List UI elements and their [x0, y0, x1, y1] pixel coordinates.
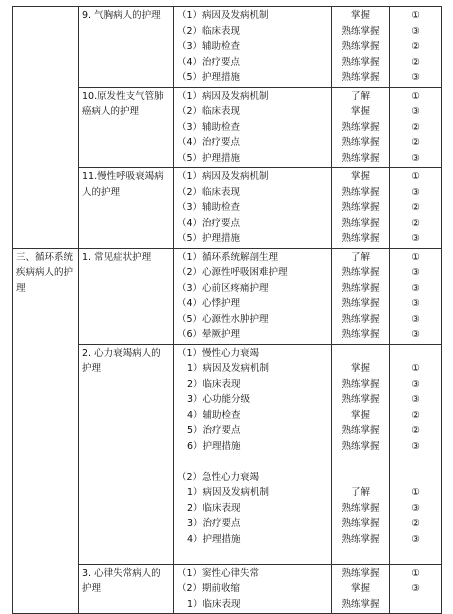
- requirement-text: 掌握: [350, 409, 370, 421]
- level-text: ③: [411, 502, 420, 514]
- requirement-cell: [332, 344, 390, 564]
- level-text: ③: [411, 378, 420, 390]
- element-text: 2）临床表现: [187, 502, 241, 514]
- level-text: [393, 597, 438, 613]
- element-cell: [174, 564, 332, 614]
- requirement-text: 熟练掌握: [341, 394, 380, 405]
- element-text: （4）治疗要点: [177, 56, 241, 68]
- level-text: ③: [411, 440, 420, 452]
- requirement-text: 熟练掌握: [341, 137, 380, 148]
- requirement-text: 熟练掌握: [341, 298, 380, 309]
- element-text: 3）治疗要点: [187, 518, 241, 529]
- element-text: 1）临床表现: [187, 598, 241, 610]
- element-text: 3）心功能分级: [187, 394, 251, 405]
- level-text: ③: [411, 583, 420, 594]
- element-text: （4）心悸护理: [177, 298, 241, 309]
- element-text: （4）治疗要点: [177, 217, 241, 229]
- level-text: [393, 470, 438, 486]
- level-text: ③: [411, 533, 420, 545]
- requirement-text: 熟练掌握: [341, 533, 380, 545]
- level-text: ③: [411, 282, 420, 294]
- requirement-text: 了解: [350, 251, 370, 263]
- requirement-text: 了解: [350, 487, 370, 498]
- requirement-text: 掌握: [350, 10, 370, 21]
- requirement-text: 熟练掌握: [341, 56, 380, 68]
- requirement-text: 熟练掌握: [341, 233, 380, 244]
- level-text: ③: [411, 25, 420, 37]
- level-text: [393, 346, 438, 362]
- element-text: （1）循环系统解剖生理: [177, 251, 279, 263]
- item-cell: 1. 常见症状护理: [79, 248, 174, 344]
- requirement-cell: [332, 168, 390, 249]
- level-text: ①: [411, 90, 420, 102]
- element-text: （1）病因及发病机制: [177, 90, 269, 102]
- requirement-cell: [332, 7, 390, 88]
- element-text: （2）心源性呼吸困难护理: [177, 267, 288, 278]
- level-text: ②: [411, 137, 420, 148]
- requirement-text: 熟练掌握: [341, 378, 380, 390]
- requirement-text: 掌握: [350, 106, 370, 117]
- requirement-text: [335, 454, 386, 470]
- requirement-text: 掌握: [350, 363, 370, 374]
- requirement-text: 熟练掌握: [341, 152, 380, 164]
- element-text: （2）临床表现: [177, 106, 241, 117]
- level-text: ③: [411, 298, 420, 309]
- level-text: ①: [411, 251, 420, 263]
- requirement-text: 熟练掌握: [341, 267, 380, 278]
- element-text: 2）临床表现: [187, 378, 241, 390]
- element-text: （3）辅助检查: [177, 202, 241, 213]
- requirement-text: 熟练掌握: [341, 186, 380, 198]
- element-text: （1）慢性心力衰竭: [177, 347, 260, 359]
- element-text: （3）心前区疼痛护理: [177, 282, 269, 294]
- level-text: ②: [411, 121, 420, 133]
- level-text: ③: [411, 394, 420, 405]
- element-text: （1）病因及发病机制: [177, 10, 269, 21]
- element-text: （1）窦性心律失常: [177, 567, 260, 579]
- level-cell: [390, 168, 442, 249]
- requirement-text: [335, 547, 386, 563]
- element-text: 5）治疗要点: [187, 425, 241, 436]
- unit-cell: [13, 7, 79, 249]
- table-row: [13, 248, 442, 344]
- level-text: ②: [411, 56, 420, 68]
- element-text: （5）护理措施: [177, 72, 241, 83]
- element-text: （2）期前收缩: [177, 583, 241, 594]
- element-cell: [174, 248, 332, 344]
- item-cell: 3. 心律失常病人的护理: [79, 564, 174, 614]
- element-text: [177, 547, 328, 563]
- level-text: ③: [411, 72, 420, 83]
- requirement-text: 熟练掌握: [341, 329, 380, 340]
- level-text: ②: [411, 409, 420, 421]
- level-text: ①: [411, 171, 420, 182]
- requirement-text: 熟练掌握: [341, 25, 380, 37]
- element-text: （5）护理措施: [177, 152, 241, 164]
- level-cell: [390, 344, 442, 564]
- element-text: （2）临床表现: [177, 25, 241, 37]
- requirement-text: 熟练掌握: [341, 41, 380, 52]
- element-text: （6）晕厥护理: [177, 329, 241, 340]
- syllabus-table: [12, 6, 442, 614]
- item-cell: 9. 气胸病人的护理: [79, 7, 174, 88]
- requirement-text: 了解: [350, 90, 370, 102]
- level-text: ③: [411, 233, 420, 244]
- element-text: 4）辅助检查: [187, 409, 241, 421]
- element-text: 6）护理措施: [187, 440, 241, 452]
- element-text: （2）临床表现: [177, 186, 241, 198]
- requirement-text: 熟练掌握: [341, 72, 380, 83]
- element-text: （3）辅助检查: [177, 41, 241, 52]
- item-cell: 2. 心力衰竭病人的护理: [79, 344, 174, 564]
- element-text: [177, 454, 328, 470]
- requirement-text: 掌握: [350, 583, 370, 594]
- element-text: （2）急性心力衰竭: [177, 471, 260, 483]
- element-text: 1）病因及发病机制: [187, 487, 270, 498]
- level-text: ③: [411, 313, 420, 325]
- level-text: ③: [411, 329, 420, 340]
- item-cell: 11.慢性呼吸衰竭病人的护理: [79, 168, 174, 249]
- element-text: 4）护理措施: [187, 533, 241, 545]
- level-text: ②: [411, 217, 420, 229]
- requirement-text: 熟练掌握: [341, 518, 380, 529]
- element-cell: [174, 7, 332, 88]
- level-text: [393, 454, 438, 470]
- requirement-text: 熟练掌握: [341, 440, 380, 452]
- requirement-text: [335, 470, 386, 486]
- requirement-text: 熟练掌握: [341, 313, 380, 325]
- level-text: [393, 547, 438, 563]
- requirement-text: 熟练掌握: [341, 282, 380, 294]
- level-text: ②: [411, 425, 420, 436]
- level-cell: [390, 7, 442, 88]
- requirement-text: 熟练掌握: [341, 425, 380, 436]
- requirement-text: 熟练掌握: [341, 502, 380, 514]
- level-text: ②: [411, 518, 420, 529]
- element-text: （3）辅助检查: [177, 121, 241, 133]
- level-text: ③: [411, 152, 420, 164]
- level-text: ①: [411, 10, 420, 21]
- requirement-text: 熟练掌握: [341, 121, 380, 133]
- requirement-cell: [332, 248, 390, 344]
- level-text: ②: [411, 202, 420, 213]
- requirement-text: 熟练掌握: [341, 202, 380, 213]
- level-text: ③: [411, 186, 420, 198]
- requirement-text: 掌握: [350, 171, 370, 182]
- element-cell: [174, 344, 332, 564]
- element-cell: [174, 87, 332, 168]
- level-text: ③: [411, 106, 420, 117]
- item-cell: 10.原发性支气管肺癌病人的护理: [79, 87, 174, 168]
- level-text: ①: [411, 487, 420, 498]
- requirement-cell: [332, 564, 390, 614]
- level-cell: [390, 564, 442, 614]
- level-cell: [390, 87, 442, 168]
- level-text: ③: [411, 267, 420, 278]
- requirement-text: 熟练掌握: [341, 217, 380, 229]
- element-cell: [174, 168, 332, 249]
- level-text: ①: [411, 363, 420, 374]
- requirement-text: 熟练掌握: [341, 598, 380, 610]
- requirement-text: 熟练掌握: [341, 567, 380, 579]
- level-cell: [390, 248, 442, 344]
- element-text: （5）心源性水肿护理: [177, 313, 269, 325]
- requirement-text: [335, 346, 386, 362]
- element-text: （5）护理措施: [177, 233, 241, 244]
- element-text: （1）病因及发病机制: [177, 171, 269, 182]
- level-text: ②: [411, 41, 420, 52]
- element-text: （4）治疗要点: [177, 137, 241, 148]
- unit-cell: 三、循环系统疾病病人的护理: [13, 248, 79, 614]
- level-text: ①: [411, 567, 420, 579]
- requirement-cell: [332, 87, 390, 168]
- element-text: 1）病因及发病机制: [187, 363, 270, 374]
- table-row: [13, 7, 442, 88]
